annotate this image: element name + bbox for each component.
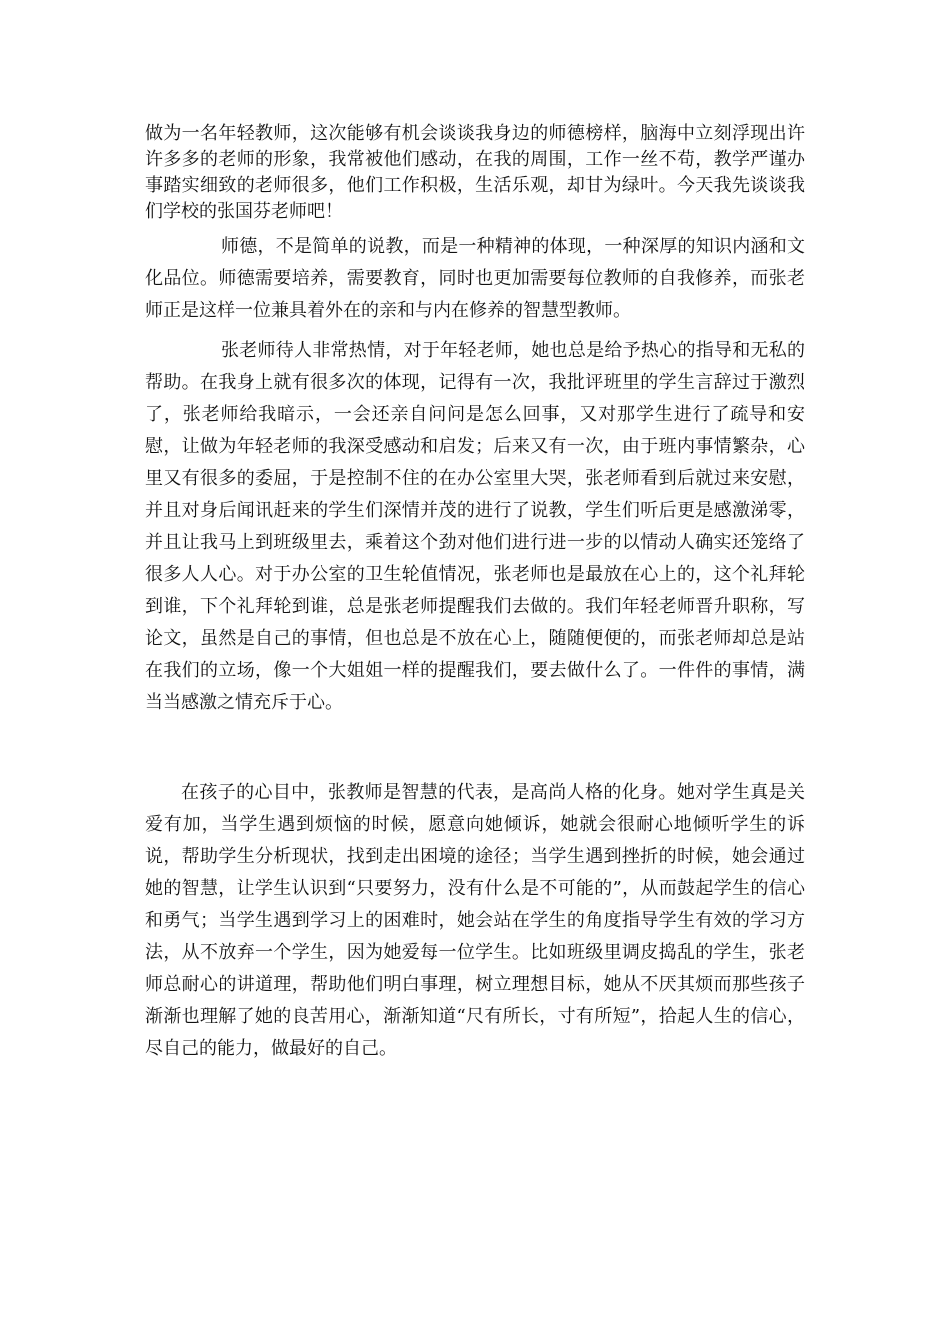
document-page	[145, 121, 805, 1065]
paragraph-intro: 做为一名年轻教师，这次能够有机会谈谈我身边的师德榜样，脑海中立刻浮现出许许多多的老师的形象，我常被他们感动，在我的周围，工作一丝不苟，教学严谨办事踏实细致的老师很多，他们工作积极，生活乐观，却甘为绿叶。今天我先谈谈我们学校的张国芬老师吧！	[145, 123, 805, 222]
paragraph-helping-young-teachers: 张老师待人非常热情，对于年轻老师，她也总是给予热心的指导和无私的帮助。在我身上就有很多次的体现，记得有一次，我批评班里的学生言辞过于激烈了，张老师给我暗示，一会还亲自问问是怎么回事，又对那学生进行了疏导和安慰，让做为年轻老师的我深受感动和启发；后来又有一次，由于班内事情繁杂，心里又有很多的委屈，于是控制不住的在办公室里大哭，张老师看到后就过来安慰，并且对身后闻讯赶来的学生们深情并茂的进行了说教，学生们听后更是感激涕零，并且让我马上到班级里去，乘着这个劲对他们进行进一步的以情动人确实还笼络了很多人人心。对于办公室的卫生轮值情况，张老师也是最放在心上的，这个礼拜轮到谁，下个礼拜轮到谁，总是张老师提醒我们去做的。我们年轻老师晋升职称，写论文，虽然是自己的事情，但也总是不放在心上，随随便便的，而张老师却总是站在我们的立场，像一个大姐姐一样的提醒我们，要去做什么了。一件件的事情，满当当感激之情充斥于心。	[145, 340, 805, 713]
paragraph-caring-for-students: 在孩子的心目中，张教师是智慧的代表，是高尚人格的化身。她对学生真是关爱有加，当学生遇到烦恼的时候，愿意向她倾诉，她就会很耐心地倾听学生的诉说，帮助学生分析现状，找到走出困境的途径；当学生遇到挫折的时候，她会通过她的智慧，让学生认识到“只要努力，没有什么是不可能的”，从而鼓起学生的信心和勇气；当学生遇到学习上的困难时，她会站在学生的角度指导学生有效的学习方法，从不放弃一个学生，因为她爱每一位学生。比如班级里调皮捣乱的学生，张老师总耐心的讲道理，帮助他们明白事理，树立理想目标，她从不厌其烦而那些孩子渐渐也理解了她的良苦用心，渐渐知道“尺有所长，寸有所短”，拾起人生的信心，尽自己的能力，做最好的自己。	[145, 782, 805, 1059]
paragraph-teacher-ethics: 师德，不是简单的说教，而是一种精神的体现，一种深厚的知识内涵和文化品位。师德需要培养，需要教育，同时也更加需要每位教师的自我修养，而张老师正是这样一位兼具着外在的亲和与内在修养的智慧型教师。	[145, 236, 805, 321]
